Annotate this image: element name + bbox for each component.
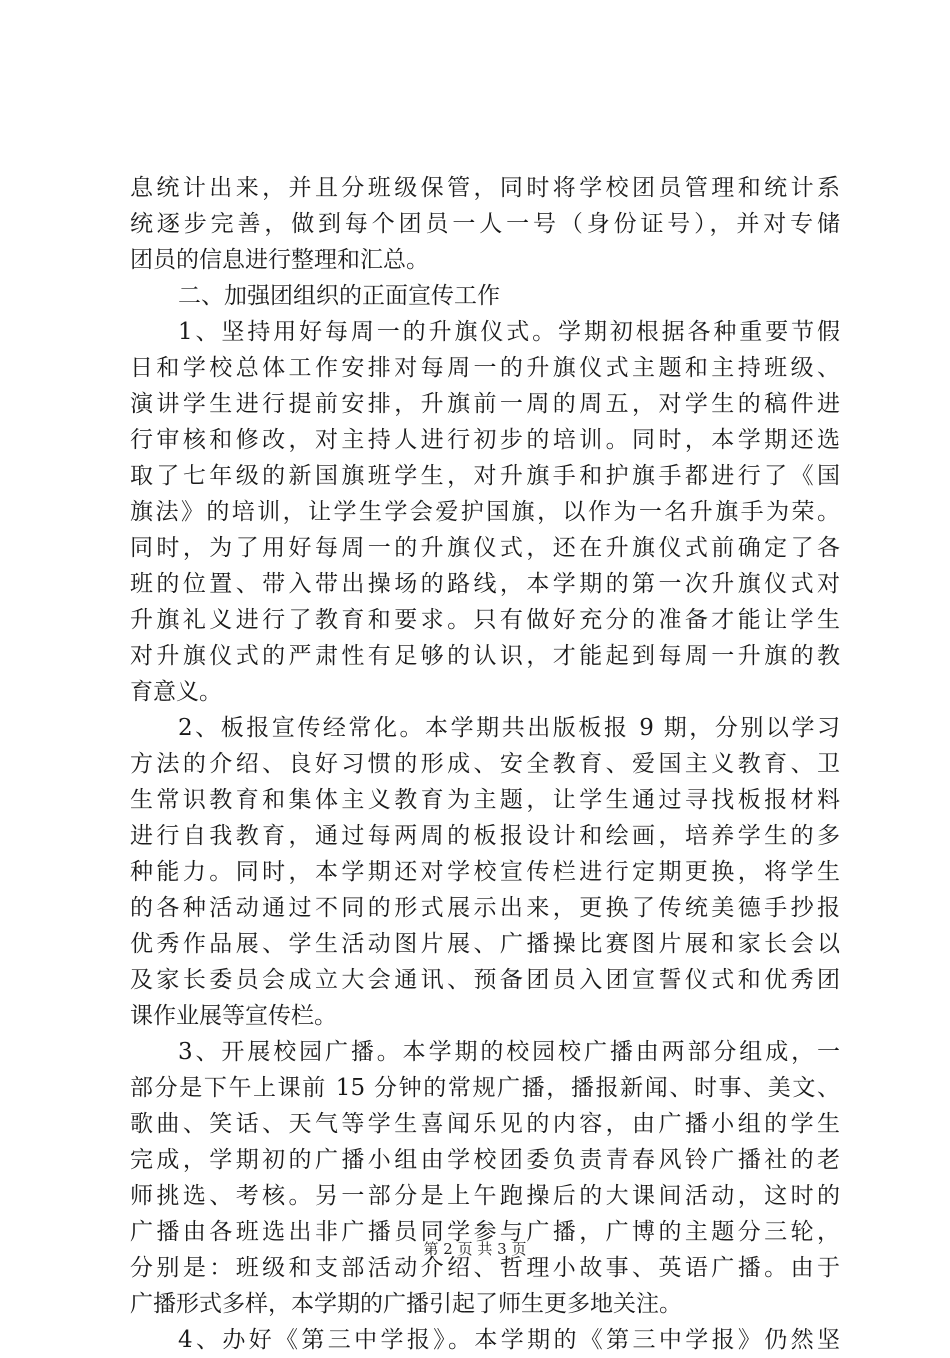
text-line: 课作业展等宣传栏。 <box>130 1003 337 1029</box>
text-line: 歌曲、笑话、天气等学生喜闻乐见的内容，由广播小组的学生 <box>130 1111 840 1137</box>
text-line: 完成，学期初的广播小组由学校团委负责青春风铃广播社的老 <box>130 1147 840 1173</box>
text-line: 广播形式多样，本学期的广播引起了师生更多地关注。 <box>130 1291 682 1317</box>
text-line: 部分是下午上课前 15 分钟的常规广播，播报新闻、时事、美文、 <box>130 1075 840 1101</box>
text-line: 取了七年级的新国旗班学生，对升旗手和护旗手都进行了《国 <box>130 463 840 489</box>
text-line: 统逐步完善，做到每个团员一人一号（身份证号），并对专储 <box>130 211 840 237</box>
text-line: 生常识教育和集体主义教育为主题，让学生通过寻找板报材料 <box>130 787 840 813</box>
text-line: 升旗礼义进行了教育和要求。只有做好充分的准备才能让学生 <box>130 607 840 633</box>
text-line: 3、开展校园广播。本学期的校园校广播由两部分组成，一 <box>178 1039 840 1065</box>
text-line: 及家长委员会成立大会通讯、预备团员入团宣誓仪式和优秀团 <box>130 967 840 993</box>
text-line: 演讲学生进行提前安排，升旗前一周的周五，对学生的稿件进 <box>130 391 840 417</box>
text-line: 方法的介绍、良好习惯的形成、安全教育、爱国主义教育、卫 <box>130 751 840 777</box>
text-line: 行审核和修改，对主持人进行初步的培训。同时，本学期还选 <box>130 427 840 453</box>
text-line: 师挑选、考核。另一部分是上午跑操后的大课间活动，这时的 <box>130 1183 840 1209</box>
text-line: 团员的信息进行整理和汇总。 <box>130 247 429 273</box>
text-line: 广播由各班选出非广播员同学参与广播，广博的主题分三轮， <box>130 1219 840 1245</box>
text-line: 1、坚持用好每周一的升旗仪式。学期初根据各种重要节假 <box>178 319 840 345</box>
text-line: 的各种活动通过不同的形式展示出来，更换了传统美德手抄报 <box>130 895 840 921</box>
page-footer: 第 2 页 共 3 页 <box>423 1240 527 1258</box>
text-line: 日和学校总体工作安排对每周一的升旗仪式主题和主持班级、 <box>130 355 840 381</box>
text-line: 优秀作品展、学生活动图片展、广播操比赛图片展和家长会以 <box>130 931 840 957</box>
text-line: 班的位置、带入带出操场的路线，本学期的第一次升旗仪式对 <box>130 571 840 597</box>
text-line: 对升旗仪式的严肃性有足够的认识，才能起到每周一升旗的教 <box>130 643 840 669</box>
section-heading: 二、加强团组织的正面宣传工作 <box>178 283 500 309</box>
body-text <box>130 170 840 1358</box>
text-line: 4、办好《第三中学报》。本学期的《第三中学报》仍然坚 <box>178 1327 840 1353</box>
text-line: 2、板报宣传经常化。本学期共出版板报 9 期，分别以学习 <box>178 715 840 741</box>
text-line: 种能力。同时，本学期还对学校宣传栏进行定期更换，将学生 <box>130 859 840 885</box>
text-line: 同时，为了用好每周一的升旗仪式，还在升旗仪式前确定了各 <box>130 535 840 561</box>
text-line: 进行自我教育，通过每两周的板报设计和绘画，培养学生的多 <box>130 823 840 849</box>
text-line: 息统计出来，并且分班级保管，同时将学校团员管理和统计系 <box>130 175 840 201</box>
text-line: 旗法》的培训，让学生学会爱护国旗，以作为一名升旗手为荣。 <box>130 499 840 525</box>
text-line: 育意义。 <box>130 679 222 705</box>
text-line: 分别是：班级和支部活动介绍、哲理小故事、英语广播。由于 <box>130 1255 840 1281</box>
